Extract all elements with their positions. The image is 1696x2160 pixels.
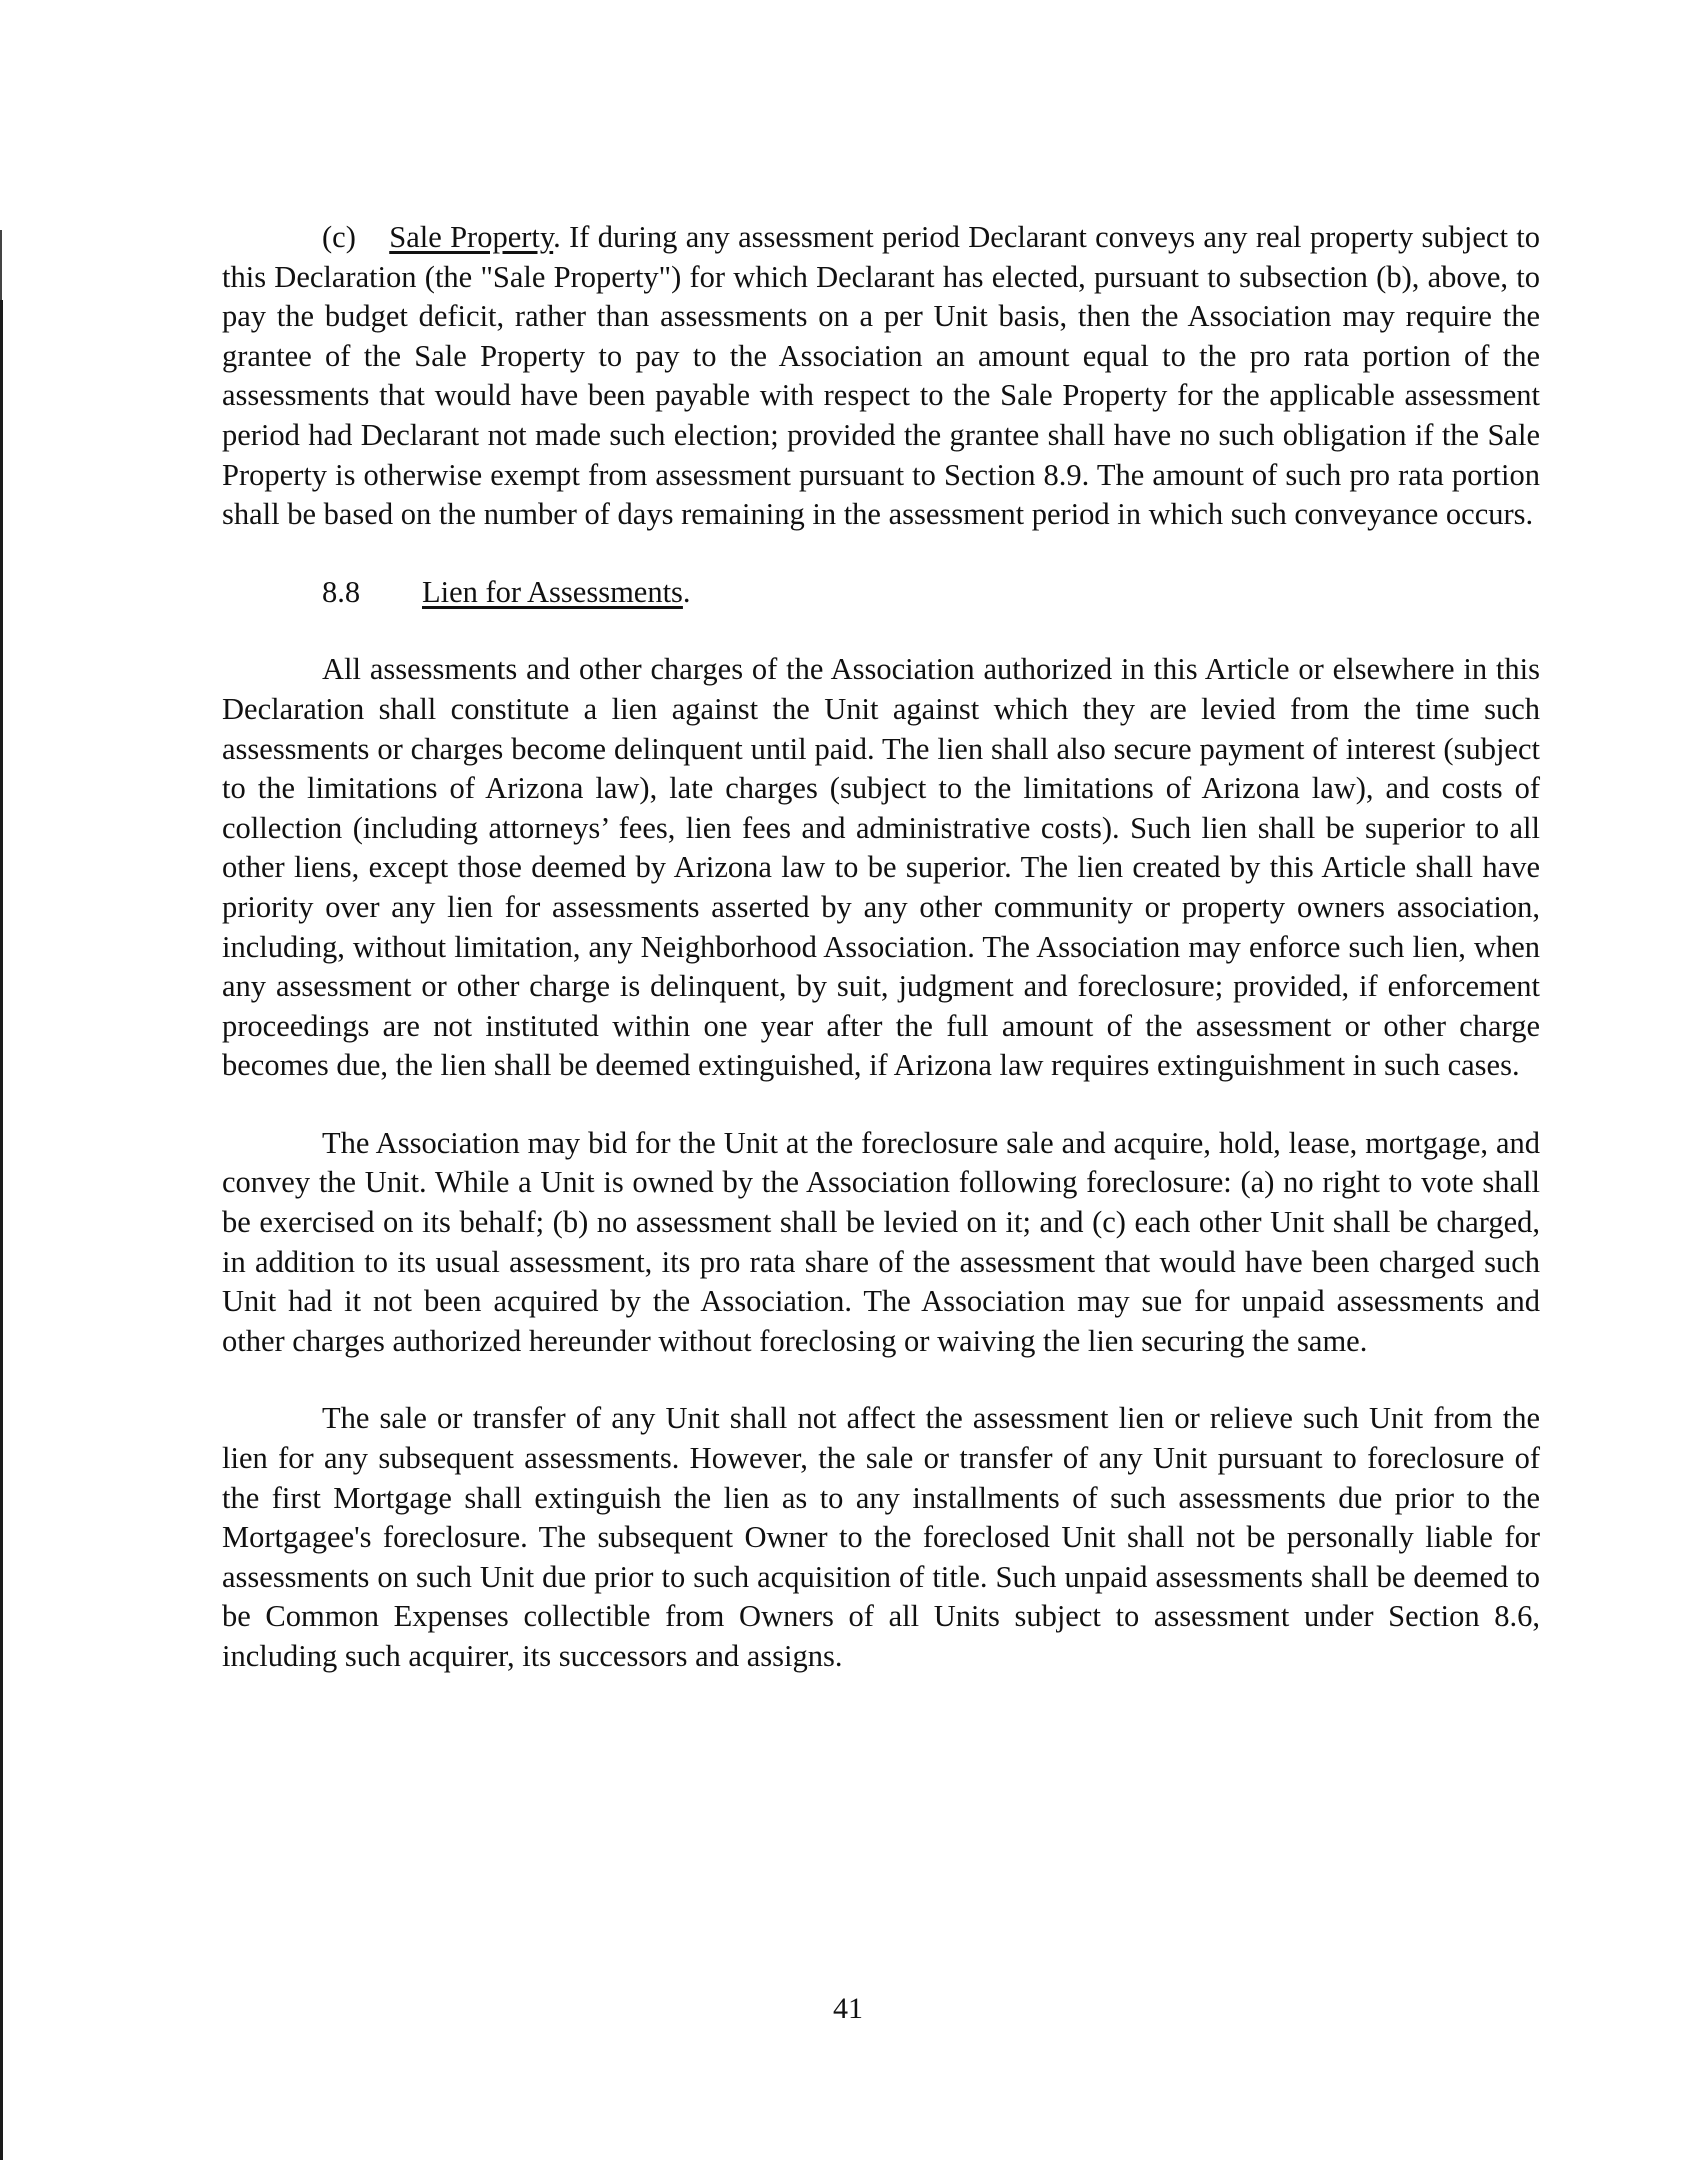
section-c-title: Sale Property — [389, 220, 554, 254]
section-c-paragraph — [222, 218, 1540, 535]
section-c-label: (c) — [322, 220, 356, 254]
page-number: 41 — [833, 1992, 863, 2025]
lien-paragraph-1: All assessments and other charges of the Association authorized in this Article or elsewhere in this Declaration shall constitute a lien against the Unit against which they are levied from the time such assessments or charges become delinquent until paid. The lien shall also secure payment of interest (subject to the limitations of Arizona law), late charges (subject to the limitations of Arizona law), and costs of collection (including attorneys’ fees, lien fees and administrative costs). Such lien shall be superior to all other liens, except those deemed by Arizona law to be superior. The lien created by this Article shall have priority over any lien for assessments asserted by any other community or property owners association, including, without limitation, any Neighborhood Association. The Association may enforce such lien, when any assessment or other charge is delinquent, by suit, judgment and foreclosure; provided, if enforcement proceedings are not instituted within one year after the full amount of the assessment or other charge becomes due, the lien shall be deemed extinguished, if Arizona law requires extinguishment in such cases. — [222, 652, 1540, 1083]
section-heading — [222, 573, 1540, 613]
section-title-suffix: . — [682, 574, 691, 609]
lien-paragraph-3: The sale or transfer of any Unit shall not affect the assessment lien or relieve such Unit from the lien for any subsequent assessments. However, the sale or transfer of any Unit pursuant to foreclosure of the first Mortgage shall extinguish the lien as to any installments of such assessments due prior to the Mortgagee's foreclosure. The subsequent Owner to the foreclosed Unit shall not be personally liable for assessments on such Unit due prior to such acquisition of title. Such unpaid assessments shall be deemed to be Common Expenses collectible from Owners of all Units subject to assessment under Section 8.6, including such acquirer, its successors and assigns. — [222, 1401, 1540, 1673]
lien-paragraph-2: The Association may bid for the Unit at the foreclosure sale and acquire, hold, lease, mortgage, and convey the Unit. While a Unit is owned by the Association following foreclosure: (a) no right to vote shall be exercised on its behalf; (b) no assessment shall be levied on it; and (c) each other Unit shall be charged, in addition to its usual assessment, its pro rata share of the assessment that would have been charged such Unit had it not been acquired by the Association. The Association may sue for unpaid assessments and other charges authorized hereunder without foreclosing or waiving the lien securing the same. — [222, 1125, 1540, 1358]
section-title: Lien for Assessments — [422, 574, 683, 609]
scan-edge-mark — [0, 230, 2, 300]
document-page — [222, 218, 1540, 1677]
section-number: 8.8 — [322, 574, 361, 609]
section-c-text: . If during any assessment period Declarant conveys any real property subject to this Declaration (the "Sale Property") for which Declarant has elected, pursuant to subsection (b), above, to pay the budget deficit, rather than assessments on a per Unit basis, then the Association may require the grantee of the Sale Property to pay to the Association an amount equal to the pro rata portion of the assessments that would have been payable with respect to the Sale Property for the applicable assessment period had Declarant not made such election; provided the grantee shall have no such obligation if the Sale Property is otherwise exempt from assessment pursuant to Section 8.9. The amount of such pro rata portion shall be based on the number of days remaining in the assessment period in which such conveyance occurs. — [222, 220, 1540, 532]
scan-edge-shadow — [0, 300, 3, 2160]
